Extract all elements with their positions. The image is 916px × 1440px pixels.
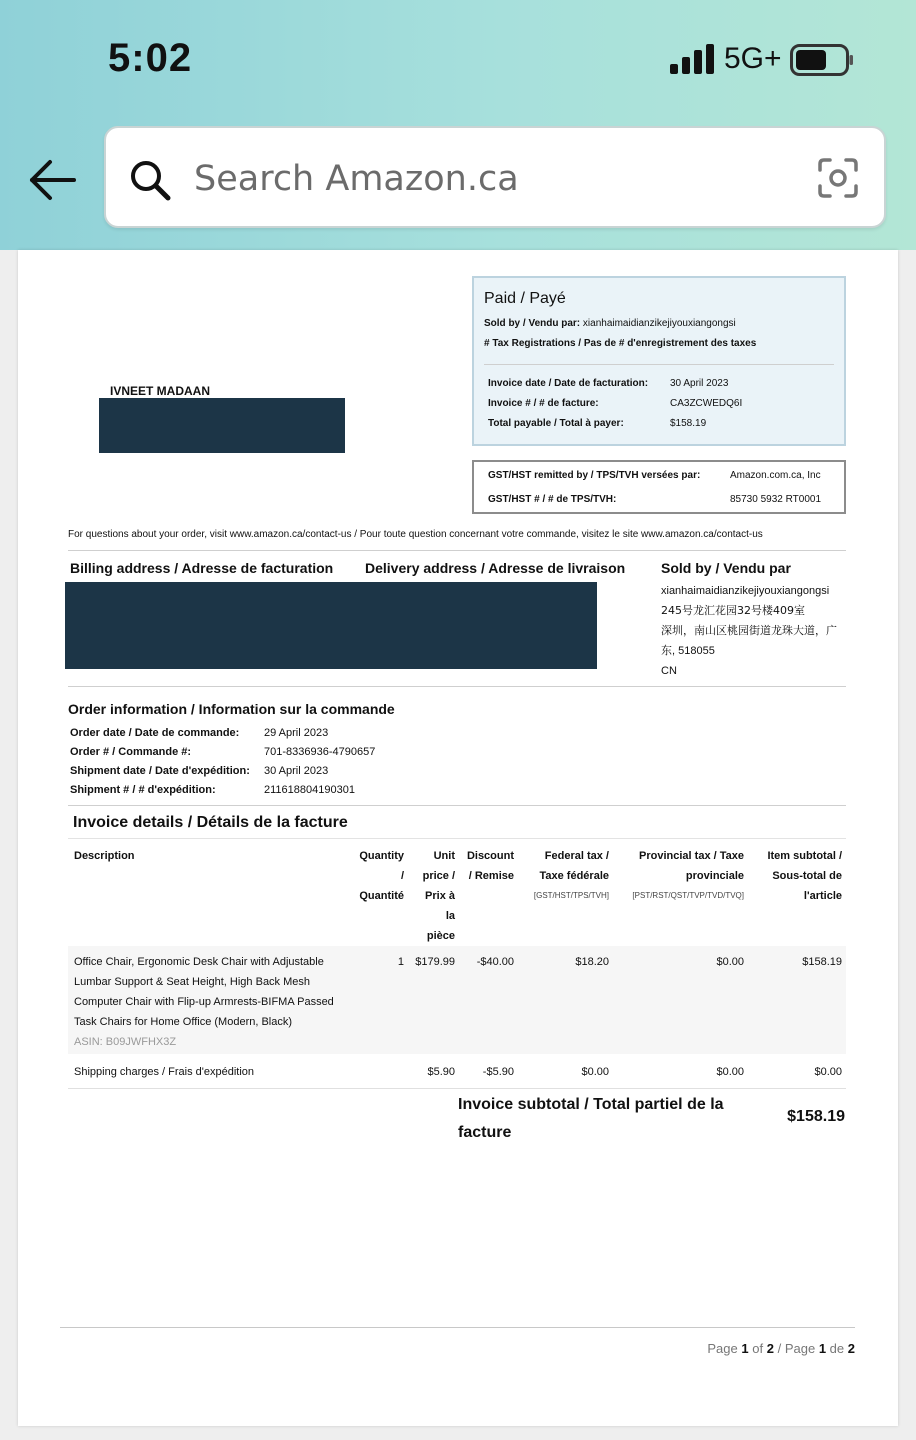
page-total: 2 <box>766 1341 774 1356</box>
divider <box>68 550 846 551</box>
table-row <box>68 946 846 1054</box>
divider <box>68 838 846 839</box>
total-payable-value: $158.19 <box>670 418 707 429</box>
search-input[interactable] <box>192 152 796 206</box>
shipping-unit-price: $5.90 <box>427 1066 455 1078</box>
invoice-number-label: Invoice # / # de facture: <box>488 398 599 409</box>
invoice-date-label: Invoice date / Date de facturation: <box>488 378 649 389</box>
page-total-fr: 2 <box>847 1341 855 1356</box>
description-line: Computer Chair with Flip-up Armrests-BIFMA Passed <box>74 996 334 1008</box>
seller-label: Sold by / Vendu par <box>661 560 791 576</box>
order-info-title: Order information / Information sur la commande <box>68 701 395 717</box>
divider <box>68 1088 846 1089</box>
page-number-fr: 1 <box>818 1341 827 1356</box>
seller-address <box>661 581 837 681</box>
shipping-description: Shipping charges / Frais d'expédition <box>74 1066 255 1078</box>
sold-by-value: xianhaimaidianzikejiyouxiangongsi <box>582 318 736 329</box>
header-text: Unit <box>433 850 455 862</box>
seller-line: 东, 518055 <box>661 645 715 657</box>
header-text: [PST/RST/QST/TVP/TVD/TVQ] <box>632 891 744 900</box>
seller-line: CN <box>661 665 677 677</box>
shipment-number-label: Shipment # / # d'expédition: <box>70 784 216 796</box>
header-text: pièce <box>426 930 455 942</box>
item-provincial-tax: $0.00 <box>716 956 744 968</box>
header-text: Provincial tax / Taxe <box>639 850 744 862</box>
signal-bars-icon <box>670 44 718 74</box>
header-text: la <box>445 910 455 922</box>
header-text: l'article <box>803 890 842 902</box>
col-federal-tax <box>514 846 609 906</box>
magnifier-icon[interactable] <box>128 158 172 202</box>
gst-remitted-label: GST/HST remitted by / TPS/TVH versées par: <box>488 470 701 481</box>
subtotal-label-line: Invoice subtotal / Total partiel de la <box>458 1096 724 1113</box>
shipping-subtotal: $0.00 <box>814 1066 842 1078</box>
shipment-number-value: 211618804190301 <box>264 784 355 796</box>
seller-line: 245号龙汇花园32号楼409室 <box>661 604 805 617</box>
footer-divider <box>60 1327 855 1328</box>
col-description: Description <box>74 850 135 862</box>
page-separator: / <box>777 1341 782 1356</box>
invoice-date-value: 30 April 2023 <box>670 378 729 389</box>
customer-name: IVNEET MADAAN <box>110 384 211 398</box>
description-line: Task Chairs for Home Office (Modern, Black) <box>74 1016 293 1028</box>
col-provincial-tax <box>610 846 744 906</box>
seller-line: xianhaimaidianzikejiyouxiangongsi <box>661 585 830 597</box>
header-text: [GST/HST/TPS/TVH] <box>533 891 609 900</box>
gst-number-value: 85730 5932 RT0001 <box>730 494 822 505</box>
shipping-provincial-tax: $0.00 <box>716 1066 744 1078</box>
questions-note: For questions about your order, visit www.amazon.ca/contact-us / Pour toute question concernant votre commande, visitez le site www.amazon.ca/contact-us <box>68 529 763 540</box>
shipping-discount: -$5.90 <box>482 1066 514 1078</box>
order-date-label: Order date / Date de commande: <box>70 727 240 739</box>
invoice-subtotal-value: $158.19 <box>787 1108 845 1125</box>
invoice-details-title: Invoice details / Détails de la facture <box>73 814 348 831</box>
item-asin: ASIN: B09JWFHX3Z <box>74 1036 177 1048</box>
header-text: Federal tax / <box>544 850 609 862</box>
status-time: 5:02 <box>108 36 193 80</box>
gst-box <box>472 460 846 514</box>
header-text: provinciale <box>685 870 744 882</box>
sold-by-label: Sold by / Vendu par: <box>484 318 581 329</box>
shipping-federal-tax: $0.00 <box>581 1066 609 1078</box>
paid-summary-box <box>472 276 846 446</box>
divider <box>68 686 846 687</box>
item-description <box>74 952 334 1052</box>
paid-title: Paid / Payé <box>484 290 566 307</box>
redacted-addresses <box>65 582 597 669</box>
gst-remitted-value: Amazon.com.ca, Inc <box>730 470 821 481</box>
description-line: Office Chair, Ergonomic Desk Chair with Adjustable <box>74 956 324 968</box>
header-text: Prix à <box>425 890 455 902</box>
redacted-block <box>99 398 345 453</box>
invoice-number-value: CA3ZCWEDQ6I <box>670 398 743 409</box>
order-info-values <box>264 724 375 800</box>
col-discount <box>456 846 514 886</box>
header-text: Quantity <box>359 850 404 862</box>
page-word: Page <box>707 1341 738 1356</box>
camera-scan-icon[interactable] <box>816 156 860 200</box>
order-number-label: Order # / Commande #: <box>70 746 192 758</box>
item-discount: -$40.00 <box>476 956 514 968</box>
page-indicator <box>618 1341 855 1356</box>
network-type: 5G+ <box>724 42 782 75</box>
page-number: 1 <box>741 1341 749 1356</box>
item-federal-tax: $18.20 <box>575 956 609 968</box>
header-text: / <box>400 870 404 882</box>
table-row <box>68 1060 846 1088</box>
description-line: Lumbar Support & Seat Height, High Back Mesh <box>74 976 311 988</box>
total-payable-label: Total payable / Total à payer: <box>488 418 624 429</box>
seller-line: 深圳，南山区桃园街道龙珠大道，广 <box>661 624 837 637</box>
divider <box>68 805 846 806</box>
page-word-fr: Page <box>784 1341 816 1356</box>
battery-icon <box>790 44 854 76</box>
header-text: Item subtotal / <box>767 850 842 862</box>
col-item-subtotal <box>748 846 842 906</box>
header-text: Sous-total de <box>772 870 842 882</box>
col-quantity <box>344 846 404 906</box>
billing-address-label: Billing address / Adresse de facturation <box>70 560 334 576</box>
tax-registrations: # Tax Registrations / Pas de # d'enregistrement des taxes <box>484 338 757 349</box>
delivery-address-label: Delivery address / Adresse de livraison <box>365 560 626 576</box>
item-subtotal: $158.19 <box>802 956 842 968</box>
page-of: of <box>752 1341 764 1356</box>
header-text: Taxe fédérale <box>539 870 609 882</box>
order-info-labels <box>70 724 250 800</box>
page-de: de <box>829 1341 845 1356</box>
divider <box>484 364 834 365</box>
item-unit-price: $179.99 <box>415 956 455 968</box>
order-number-value: 701-8336936-4790657 <box>264 746 376 758</box>
shipment-date-label: Shipment date / Date d'expédition: <box>70 765 250 777</box>
top-bar <box>0 0 916 250</box>
header-text: Quantité <box>359 890 404 902</box>
order-date-value: 29 April 2023 <box>264 727 329 739</box>
col-unit-price <box>405 846 455 946</box>
search-bar[interactable] <box>104 126 886 228</box>
invoice-subtotal-label <box>458 1091 724 1147</box>
subtotal-label-line: facture <box>458 1124 512 1141</box>
gst-number-label: GST/HST # / # de TPS/TVH: <box>488 494 617 505</box>
invoice-page <box>18 250 898 1426</box>
header-text: / Remise <box>468 870 514 882</box>
header-text: Discount <box>466 850 514 862</box>
shipment-date-value: 30 April 2023 <box>264 765 329 777</box>
header-text: price / <box>422 870 455 882</box>
arrow-left-icon[interactable] <box>26 156 80 204</box>
item-quantity: 1 <box>397 956 404 968</box>
